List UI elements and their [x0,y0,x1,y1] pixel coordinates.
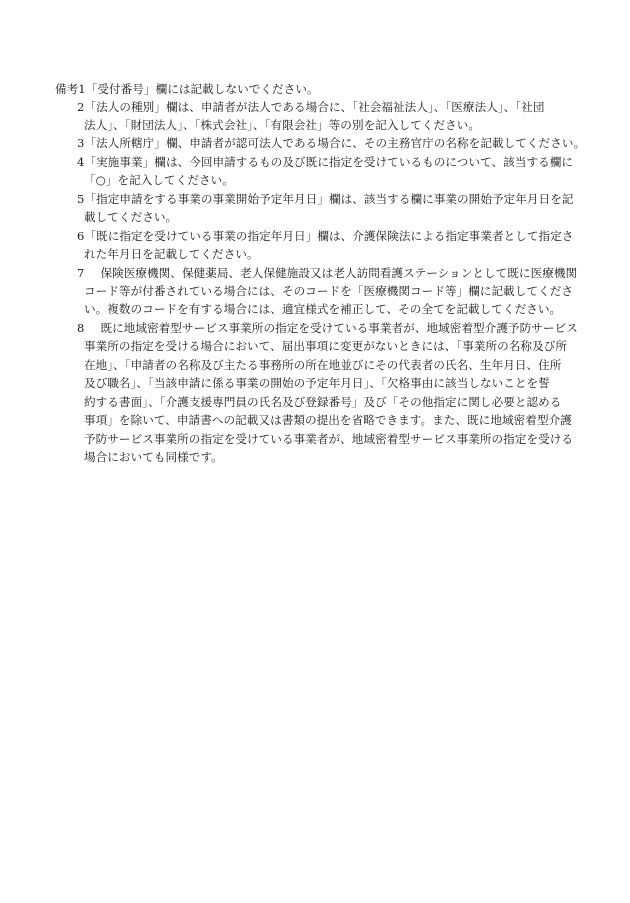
note-text: 及び職名」、「当該申請に係る事業の開始の予定年月日」、「欠格事由に該当しないことを誓 [84,376,550,390]
note-text: 既に地域密着型サービス事業所の指定を受けている事業者が、地域密着型介護予防サービス [100,321,578,335]
note-text: 「○」を記入してください。 [84,173,234,187]
note-item-5-line-1 [77,192,573,206]
note-item-7-line-3 [84,302,561,316]
note-item-8-line-5 [84,395,561,409]
note-number: 3 [77,136,85,150]
remarks-header: 備考 [55,82,79,96]
note-item-1-line-1 [55,82,319,96]
note-item-2-line-2 [84,118,480,132]
note-item-8-line-6 [84,413,572,427]
note-text: 在地」、「申請者の名称及び主たる事務所の所在地並びにその代表者の氏名、生年月日、住所 [84,358,562,372]
note-number: 5 [77,192,85,206]
note-text: 事業所の指定を受ける場合において、届出事項に変更がないときには、「事業所の名称及び所 [84,339,568,353]
note-text: 事項」を除いて、申請書への記載又は書類の提出を省略できます。また、既に地域密着型介護 [84,413,572,427]
note-item-7-line-2 [84,284,573,298]
note-item-2-line-1 [77,100,544,114]
note-text: 保険医療機関、保健薬局、老人保健施設又は老人訪問看護ステーションとして既に医療機関 [100,266,578,280]
note-number: 7 [77,266,85,280]
note-text: 「法人の種別」欄は、申請者が法人である場合に、「社会福祉法人」、「医療法人」、「社団 [84,100,545,114]
note-text: 「実施事業」欄は、今回申請するもの及び既に指定を受けているものについて、該当する欄に [84,155,574,169]
note-item-7-line-1 [77,266,577,280]
note-item-4-line-2 [84,173,234,187]
note-text: 「受付番号」欄には記載しないでください。 [85,82,319,96]
note-item-6-line-2 [84,247,259,261]
note-number: 8 [77,321,85,335]
note-item-3-line-1 [77,136,585,150]
note-number: 6 [77,229,85,243]
note-text: コード等が付番されている場合には、そのコードを「医療機関コード等」欄に記載してくださ [84,284,574,298]
note-item-6-line-1 [77,229,573,243]
note-item-8-line-3 [84,358,561,372]
note-text: 「既に指定を受けている事業の指定年月日」欄は、介護保険法による指定事業者として指定さ [84,229,574,243]
note-item-5-line-2 [84,210,177,224]
note-item-8-line-7 [84,432,573,446]
note-item-8-line-1 [77,321,578,335]
note-text: れた年月日を記載してください。 [84,247,259,261]
note-text: 予防サービス事業所の指定を受けている事業者が、地域密着型サービス事業所の指定を受ける [84,432,574,446]
note-number: 2 [77,100,85,114]
note-text: い。複数のコードを有する場合には、適宜様式を補正して、その全てを記載してください。 [84,302,562,316]
note-number: 1 [78,82,86,96]
note-text: 「指定申請をする事業の事業開始予定年月日」欄は、該当する欄に事業の開始予定年月日を記 [84,192,574,206]
note-item-4-line-1 [77,155,573,169]
note-text: 「法人所轄庁」欄、申請者が認可法人である場合に、その主務官庁の名称を記載してください。 [84,136,586,150]
note-text: 法人」、「財団法人」、「株式会社」、「有限会社」等の別を記入してください。 [84,118,481,132]
note-text: 載してください。 [84,210,178,224]
note-number: 4 [77,155,85,169]
note-text: 約する書面」、「介護支援専門員の氏名及び登録番号」及び「その他指定に関し必要と認める [84,395,562,409]
note-item-8-line-8 [84,450,223,464]
note-item-8-line-2 [84,339,567,353]
note-item-8-line-4 [84,376,550,390]
note-text: 場合においても同様です。 [84,450,223,464]
